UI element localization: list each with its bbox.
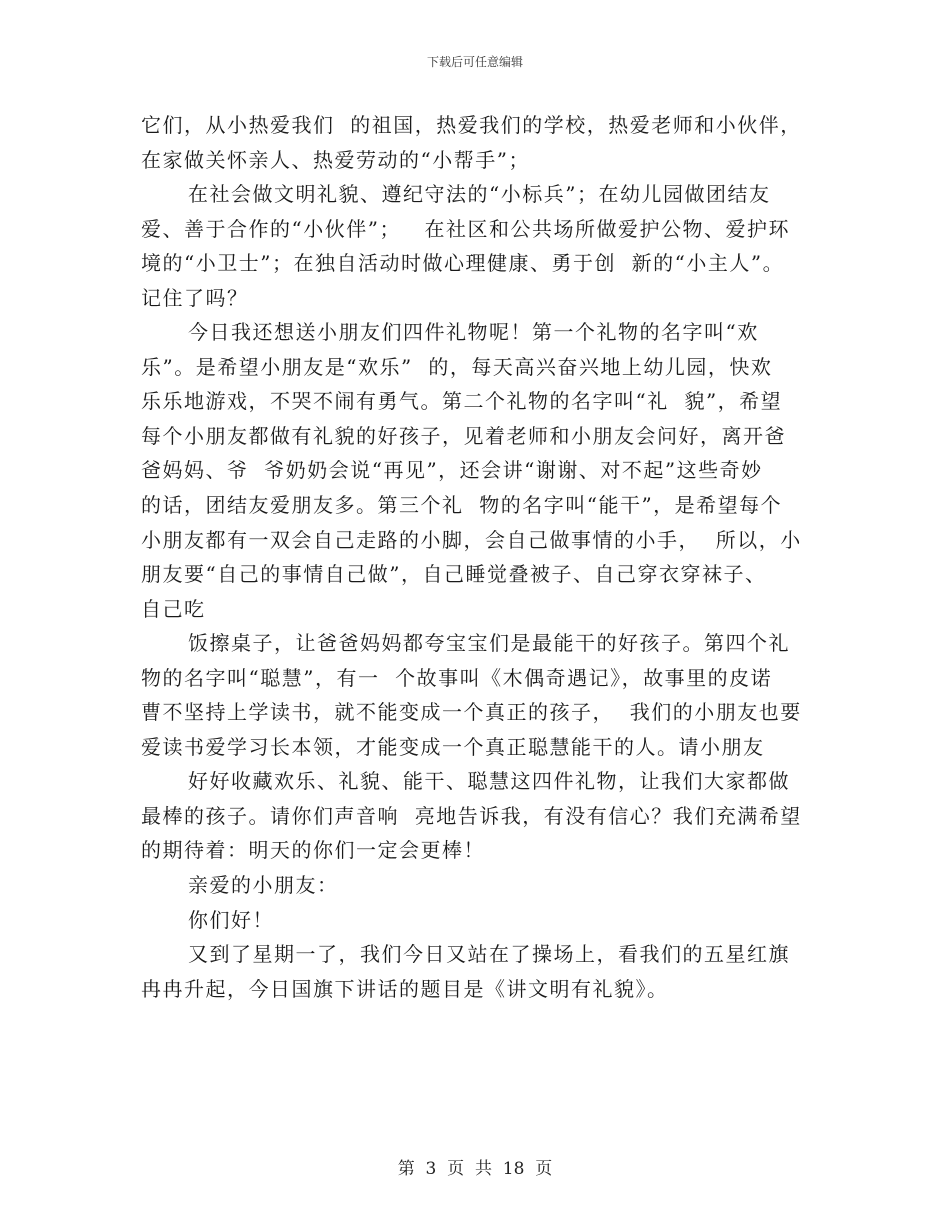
text-line: 它们，从小热爱我们 的祖国，热爱我们的学校，热爱老师和小伙伴， (141, 113, 802, 137)
text-line: 的期待着：明天的你们一定会更棒！ (141, 838, 485, 863)
text-line: 爱、善于合作的“小伙伴”； 在社区和公共场所做爱护公物、爱护环 (141, 216, 791, 241)
text-line: 物的名字叫“聪慧”，有一 个故事叫《木偶奇遇记》，故事里的皮诺 (141, 665, 773, 690)
text-line: 乐”。是希望小朋友是“欢乐” 的，每天高兴奋兴地上幼儿园，快欢 (141, 354, 773, 379)
text-line: 朋友要“自己的事情自己做”，自己睡觉叠被子、自己穿衣穿袜子、 (141, 562, 767, 587)
page-number-footer: 第 3 页 共 18 页 (397, 1159, 553, 1179)
text-line: 自己吃 (141, 596, 206, 621)
text-line: 每个小朋友都做有礼貌的好孩子，见着老师和小朋友会问好，离开爸 (141, 423, 786, 448)
document-body (141, 108, 821, 1006)
text-line: 冉冉升起，今日国旗下讲话的题目是《讲文明有礼貌》。 (141, 976, 669, 1001)
text-line: 又到了星期一了，我们今日又站在了操场上，看我们的五星红旗 (188, 942, 790, 967)
text-line: 亲爱的小朋友： (188, 873, 339, 898)
text-line: 的话，团结友爱朋友多。第三个礼 物的名字叫“能干”，是希望每个 (141, 493, 783, 518)
text-line: 爱读书爱学习长本领，才能变成一个真正聪慧能干的人。请小朋友 (141, 734, 765, 759)
text-line: 记住了吗？ (141, 285, 249, 310)
text-line: 好好收藏欢乐、礼貌、能干、聪慧这四件礼物，让我们大家都做 (188, 769, 790, 794)
text-line: 乐乐地游戏，不哭不闹有勇气。第二个礼物的名字叫“礼 貌”，希望 (141, 389, 783, 414)
text-line: 今日我还想送小朋友们四件礼物呢！第一个礼物的名字叫“欢 (188, 320, 759, 345)
text-line: 爸妈妈、爷 爷奶奶会说“再见”，还会讲“谢谢、对不起”这些奇妙 (141, 458, 763, 483)
text-line: 饭擦桌子，让爸爸妈妈都夸宝宝们是最能干的好孩子。第四个礼 (188, 631, 790, 656)
text-line: 最棒的孩子。请你们声音响 亮地告诉我，有没有信心？我们充满希望 (141, 803, 802, 828)
text-line: 境的“小卫士”；在独自活动时做心理健康、勇于创 新的“小主人”。 (141, 251, 785, 276)
text-line: 小朋友都有一双会自己走路的小脚，会自己做事情的小手， 所以，小 (141, 527, 802, 552)
text-line: 在家做关怀亲人、热爱劳动的“小帮手”； (141, 147, 530, 172)
text-line: 曹不坚持上学读书，就不能变成一个真正的孩子， 我们的小朋友也要 (141, 700, 802, 725)
text-line: 你们好！ (188, 907, 274, 932)
page-header: 下载后可任意编辑 (426, 55, 523, 69)
text-line: 在社会做文明礼貌、遵纪守法的“小标兵”；在幼儿园做团结友 (188, 182, 771, 207)
